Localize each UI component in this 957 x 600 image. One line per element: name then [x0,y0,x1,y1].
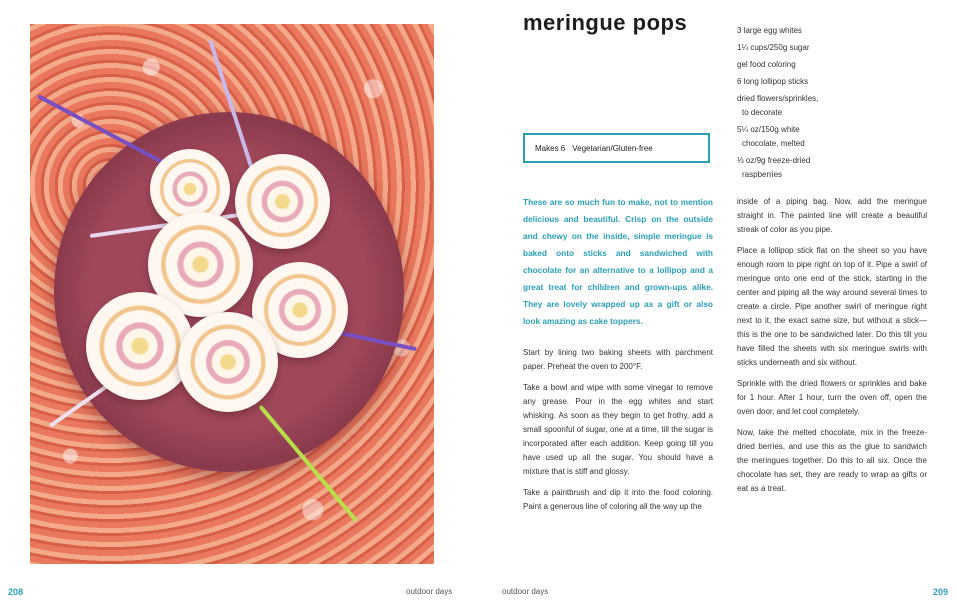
method-paragraph: Take a bowl and wipe with some vinegar to remove any grease. Pour in the egg whites and start whisking. As soon as they begin to get frothy, add a small spoonful of sugar, one at a time, till the sugar is incorporated after each addition. Keep going till you have used up all the sugar. You should have a mixture that is stiff and glossy. [523,383,713,476]
meringue-pop [86,292,194,400]
method-column-2 [737,195,927,503]
recipe-intro: These are so much fun to make, not to mention delicious and beautiful. Crisp on the outside and chewy on the inside, simple meringue is baked onto sticks and sandwiched with chocolate for an alternative to a lollipop and a great treat for children and grown-ups alike. They are lovely wrapped up as a gift or also look amazing as cake toppers. [523,197,713,326]
ingredient-item: 3 large egg whites [737,26,802,35]
method-paragraph: Place a lollipop stick flat on the sheet so you have enough room to pipe right on top of it. Pipe a swirl of meringue onto one end of the stick, starting in the center and piping all the way around several times to create a circle. Pipe another swirl of meringue right next to it, the exact same size, but without a stick—this is the one to be sandwiched later. Do this till you have filled the sheets with six meringue swirls with sticks underneath and six without. [737,246,927,367]
yield-text: Makes 6 [535,143,566,153]
method-paragraph: Take a paintbrush and dip it into the food coloring. Paint a generous line of coloring all the way up the [523,488,713,511]
yield-box [523,133,710,163]
ingredient-item: dried flowers/sprinkles, to decorate [737,94,819,117]
recipe-title: meringue pops [523,10,688,35]
recipe-photo [30,24,434,564]
meringue-pop [178,312,278,412]
ingredient-item: ⅓ oz/9g freeze-dried raspberries [737,156,811,179]
method-paragraph: Now, take the melted chocolate, mix in the freeze-dried berries, and use this as the glue to sandwich the meringues together. Do this to all six. Once the chocolate has set, they are ready to wrap as gifts or eat as a treat. [737,428,927,493]
left-running-footer: outdoor days [406,587,453,596]
right-page-number: 209 [933,587,949,597]
method-paragraph: Sprinkle with the dried flowers or sprinkles and bake for 1 hour. After 1 hour, turn the oven off, open the oven door, and let cool completely. [737,379,927,416]
diet-label: Vegetarian/Gluten-free [572,143,653,153]
right-running-footer: outdoor days [502,587,549,596]
ingredient-list [737,24,847,185]
method-paragraph: inside of a piping bag. Now, add the meringue straight in. The painted line will create a beautiful streak of color as you pipe. [737,197,927,234]
meringue-pop [235,154,330,249]
ingredient-item: 5¼ oz/150g white chocolate, melted [737,125,805,148]
ingredient-item: gel food coloring [737,60,796,69]
ingredient-item: 1¼ cups/250g sugar [737,43,810,52]
method-column-1 [523,346,713,521]
ingredient-item: 6 long lollipop sticks [737,77,809,86]
method-paragraph: Start by lining two baking sheets with parchment paper. Preheat the oven to 200°F. [523,348,713,371]
left-page-number: 208 [8,587,24,597]
